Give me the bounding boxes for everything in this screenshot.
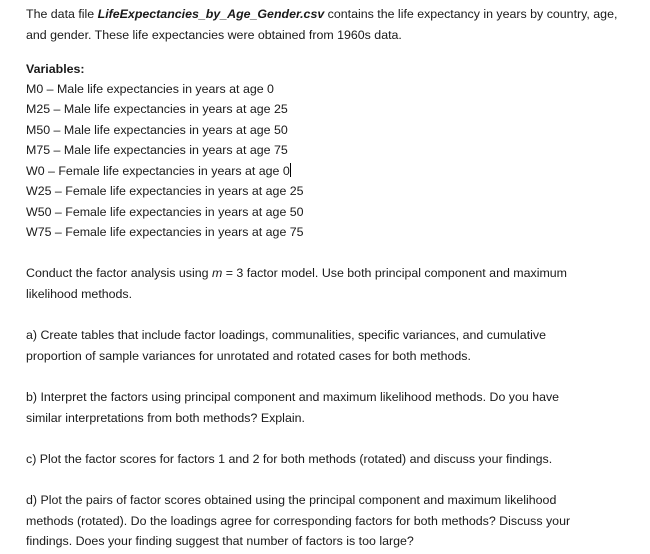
question-d-line: methods (rotated). Do the loadings agree for corresponding factors for both methods? Discuss your — [26, 514, 571, 528]
question-a-line: a) Create tables that include factor loadings, communalities, specific variances, and cumulative — [26, 328, 546, 342]
variable-item: W50 – Female life expectancies in years at age 50 — [26, 205, 304, 219]
variable-item: M50 – Male life expectancies in years at age 50 — [26, 123, 288, 137]
question-b-line: similar interpretations from both methods? Explain. — [26, 411, 305, 425]
variable-item: W25 – Female life expectancies in years at age 25 — [26, 184, 304, 198]
variable-item: W75 – Female life expectancies in years at age 75 — [26, 225, 304, 239]
instruction-line-1 — [26, 265, 567, 281]
variable-item: M75 – Male life expectancies in years at age 75 — [26, 143, 288, 157]
data-filename: LifeExpectancies_by_Age_Gender.csv — [97, 7, 325, 21]
variable-item: M25 – Male life expectancies in years at age 25 — [26, 102, 288, 116]
variable-item: M0 – Male life expectancies in years at age 0 — [26, 82, 274, 96]
intro-text-post: contains the life expectancy in years by country, age, — [324, 7, 618, 21]
variables-heading: Variables: — [26, 62, 85, 76]
intro-line-1 — [26, 6, 617, 22]
question-b-line: b) Interpret the factors using principal component and maximum likelihood methods. Do you have — [26, 390, 560, 404]
intro-line-2: and gender. These life expectancies were obtained from 1960s data. — [26, 28, 402, 42]
question-a-line: proportion of sample variances for unrotated and rotated cases for both methods. — [26, 349, 471, 363]
m-variable: m — [211, 266, 223, 280]
instruction-text-post: = 3 factor model. Use both principal component and maximum — [222, 266, 567, 280]
intro-text-pre: The data file — [26, 7, 98, 21]
variable-item: W0 – Female life expectancies in years at age 0 — [26, 164, 290, 178]
question-d-line: d) Plot the pairs of factor scores obtained using the principal component and maximum likelihood — [26, 493, 557, 507]
variable-item-with-cursor[interactable] — [26, 163, 291, 179]
text-cursor — [290, 163, 291, 177]
question-c-line: c) Plot the factor scores for factors 1 and 2 for both methods (rotated) and discuss your findings. — [26, 452, 553, 466]
instruction-line-2: likelihood methods. — [26, 287, 133, 301]
instruction-text-pre: Conduct the factor analysis using — [26, 266, 212, 280]
question-d-line: findings. Does your finding suggest that number of factors is too large? — [26, 534, 414, 548]
